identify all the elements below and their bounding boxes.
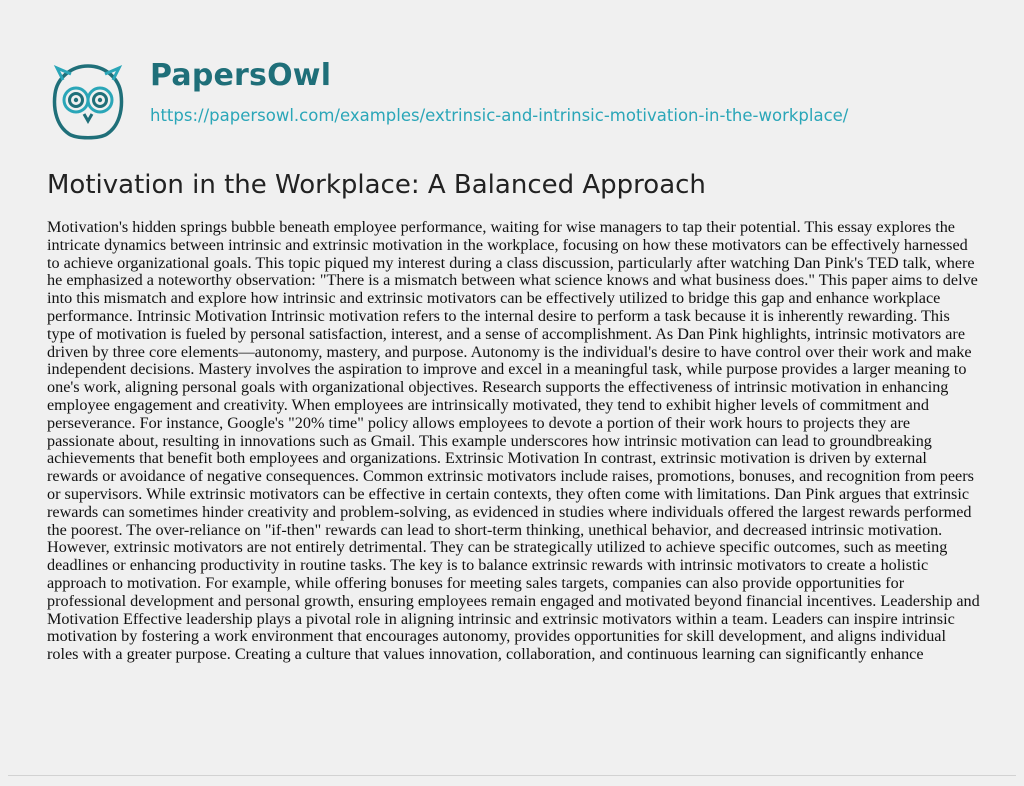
document-body: Motivation's hidden springs bubble beneath employee performance, waiting for wise managers to tap their potential. This essay explores the intricate dynamics between intrinsic and extrinsic motivation in the workplace, focusing on how these motivators can be effectively harnessed to achieve organizational goals. This topic piqued my interest during a class discussion, particularly after watching Dan Pink's TED talk, where he emphasized a noteworthy observation: "There is a mismatch between what science knows and what business does." This paper aims to delve into this mismatch and explore how intrinsic and extrinsic motivators can be effectively utilized to bridge this gap and enhance workplace performance. Intrinsic Motivation Intrinsic motivation refers to the internal desire to perform a task because it is inherently rewarding. This type of motivation is fueled by personal satisfaction, interest, and a sense of accomplishment. As Dan Pink highlights, intrinsic motivators are driven by three core elements—autonomy, mastery, and purpose. Autonomy is the individual's desire to have control over their work and make independent decisions. Mastery involves the aspiration to improve and excel in a meaningful task, while purpose provides a larger meaning to one's work, aligning personal goals with organizational objectives. Research supports the effectiveness of intrinsic motivation in enhancing employee engagement and creativity. When employees are intrinsically motivated, they tend to exhibit higher levels of commitment and perseverance. For instance, Google's "20% time" policy allows employees to devote a portion of their work hours to projects they are passionate about, resulting in innovations such as Gmail. This example underscores how intrinsic motivation can lead to groundbreaking achievements that benefit both employees and organizations. Extrinsic Motivation In contrast, extrinsic motivation is driven by external rewards or avoidance of negative consequences. Common extrinsic motivators include raises, promotions, bonuses, and recognition from peers or supervisors. While extrinsic motivators can be effective in certain contexts, they often come with limitations. Dan Pink argues that extrinsic rewards can sometimes hinder creativity and problem-solving, as evidenced in studies where individuals offered the largest rewards performed the poorest. The over-reliance on "if-then" rewards can lead to short-term thinking, unethical behavior, and decreased intrinsic motivation. However, extrinsic motivators are not entirely detrimental. They can be strategically utilized to achieve specific outcomes, such as meeting deadlines or enhancing productivity in routine tasks. The key is to balance extrinsic rewards with intrinsic motivators to create a holistic approach to motivation. For example, while offering bonuses for meeting sales targets, companies can also provide opportunities for professional development and personal growth, ensuring employees remain engaged and motivated beyond financial incentives. Leadership and Motivation Effective leadership plays a pivotal role in aligning intrinsic and extrinsic motivators within a team. Leaders can inspire intrinsic motivation by fostering a work environment that encourages autonomy, provides opportunities for skill development, and aligns individual roles with a greater purpose. Creating a culture that values innovation, collaboration, and continuous learning can significantly enhance [47, 218, 980, 664]
site-header [47, 50, 987, 150]
brand-name: PapersOwl [150, 58, 332, 93]
owl-logo-icon [47, 60, 129, 142]
source-url-link[interactable]: https://papersowl.com/examples/extrinsic-and-intrinsic-motivation-in-the-workplace/ [150, 106, 849, 125]
bottom-divider [8, 775, 1016, 776]
document-title: Motivation in the Workplace: A Balanced Approach [47, 170, 706, 200]
